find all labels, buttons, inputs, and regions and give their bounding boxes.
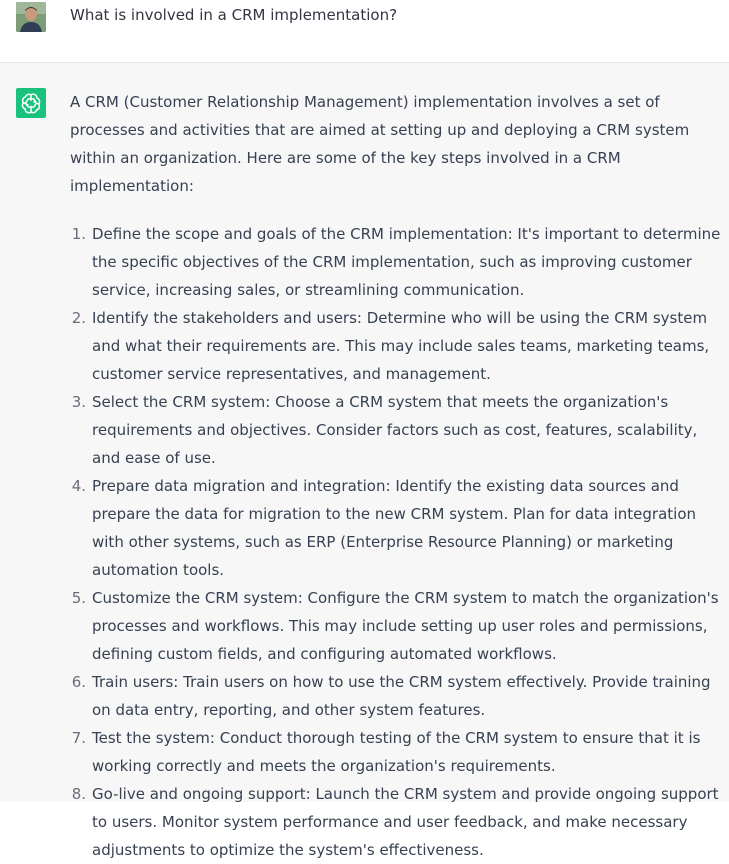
list-item-text: Select the CRM system: Choose a CRM system that meets the organization's requirements and objectives. Consider factors such as cost, features, scalability, and ease of use.	[92, 393, 698, 467]
list-item-text: Train users: Train users on how to use the CRM system effectively. Provide training on data entry, reporting, and other system features.	[92, 673, 711, 719]
list-item	[70, 220, 725, 304]
steps-list	[70, 220, 725, 864]
list-item	[70, 668, 725, 724]
list-item-text: Prepare data migration and integration: Identify the existing data sources and prepare the data for migration to the new CRM system. Plan for data integration with other systems, such as ERP (Enterprise Resource Planning) or marketing automation tools.	[92, 477, 697, 579]
list-item-number: 6.	[71, 673, 86, 691]
openai-logo-icon	[20, 92, 42, 114]
list-item	[70, 388, 725, 472]
list-item-text: Customize the CRM system: Configure the CRM system to match the organization's processes and workflows. This may include setting up user roles and permissions, defining custom fields, and configuring automated workflows.	[92, 589, 719, 663]
response-intro: A CRM (Customer Relationship Management) implementation involves a set of processes and activities that are aimed at setting up and deploying a CRM system within an organization. Here are some of the key steps involved in a CRM implementation:	[70, 93, 690, 195]
user-question: What is involved in a CRM implementation?	[70, 6, 398, 24]
list-item	[70, 584, 725, 668]
list-item-number: 2.	[71, 309, 86, 327]
list-item-number: 5.	[71, 589, 86, 607]
list-item-number: 1.	[71, 225, 86, 243]
list-item	[70, 724, 725, 780]
assistant-response	[70, 88, 725, 864]
list-item-text: Identify the stakeholders and users: Determine who will be using the CRM system and what their requirements are. This may include sales teams, marketing teams, customer service representatives, and management.	[92, 309, 710, 383]
assistant-avatar	[16, 88, 46, 118]
list-item-number: 3.	[71, 393, 86, 411]
assistant-message-row	[0, 63, 729, 859]
list-item-number: 4.	[71, 477, 86, 495]
user-avatar	[16, 2, 46, 32]
list-item	[70, 780, 725, 864]
list-item-text: Go-live and ongoing support: Launch the CRM system and provide ongoing support to users. Monitor system performance and user feedback, and make necessary adjustments to optimize the system's effectiveness.	[92, 785, 719, 859]
list-item-text: Define the scope and goals of the CRM implementation: It's important to determine the specific objectives of the CRM implementation, such as improving customer service, increasing sales, or streamlining communication.	[92, 225, 721, 299]
list-item	[70, 304, 725, 388]
user-message-row	[0, 0, 729, 63]
list-item-text: Test the system: Conduct thorough testing of the CRM system to ensure that it is working correctly and meets the organization's requirements.	[92, 729, 701, 775]
user-avatar-photo-icon	[16, 2, 46, 32]
list-item-number: 7.	[71, 729, 86, 747]
list-item-number: 8.	[71, 785, 86, 803]
list-item	[70, 472, 725, 584]
